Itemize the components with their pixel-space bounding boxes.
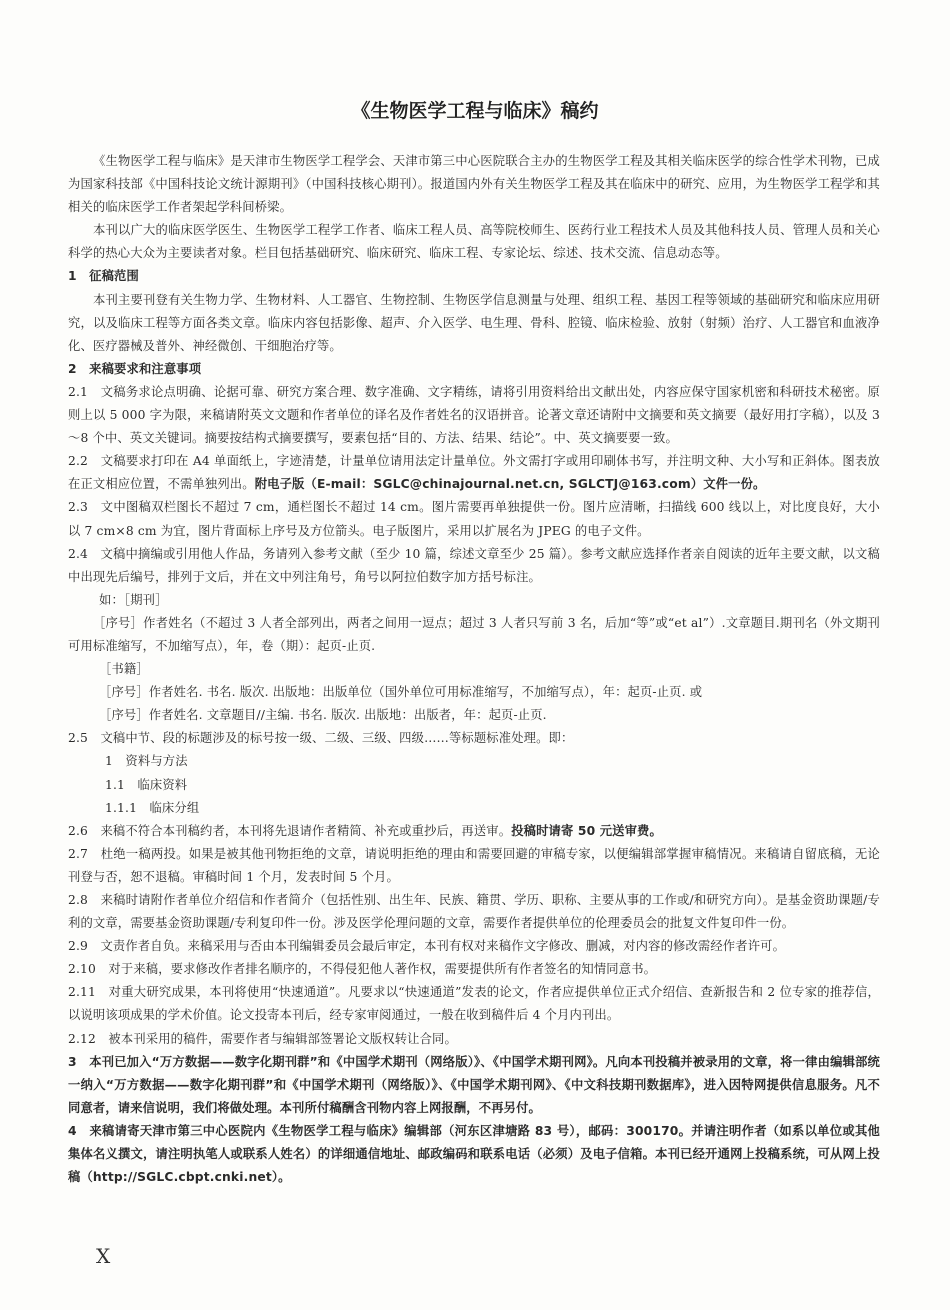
section-1-heading: 1 征稿范围 bbox=[68, 269, 139, 284]
clause-2-6 bbox=[68, 820, 880, 843]
clause-2-7: 2.7 杜绝一稿两投。如果是被其他刊物拒绝的文章，请说明拒绝的理由和需要回避的审稿专家，以便编辑部掌握审稿情况。来稿请自留底稿，无论刊登与否，恕不退稿。审稿时间 1 个月，发表时间 5 个月。 bbox=[68, 846, 880, 884]
clause-2-1: 2.1 文稿务求论点明确、论据可靠、研究方案合理、数字准确、文字精练，请将引用资料给出文献出处，内容应保守国家机密和科研技术秘密。原则上以 5 000 字为限，来稿请附英文文题和作者单位的译名及作者姓名的汉语拼音。论著文章还请附中文摘要和英文摘要（最好用打字稿），以及 3～8 个中、英文关键词。摘要按结构式摘要撰写，要素包括“目的、方法、结果、结论”。中、英文摘要要一致。 bbox=[68, 384, 880, 446]
intro-paragraph-1: 《生物医学工程与临床》是天津市生物医学工程学会、天津市第三中心医院联合主办的生物医学工程及其相关临床医学的综合性学术刊物，已成为国家科技部《中国科技论文统计源期刊》（中国科技核心期刊）。报道国内外有关生物医学工程及其在临床中的研究、应用，为生物医学工程学和其相关的临床医学工作者架起学科间桥梁。 bbox=[68, 154, 880, 215]
page-number: X bbox=[96, 1244, 111, 1268]
section-1-text: 本刊主要刊登有关生物力学、生物材料、人工器官、生物控制、生物医学信息测量与处理、组织工程、基因工程等领域的基础研究和临床应用研究，以及临床工程等方面各类文章。临床内容包括影像、超声、介入医学、电生理、骨科、腔镜、临床检验、放射（射频）治疗、人工器官和血液净化、医疗器械及普外、神经微创、干细胞治疗等。 bbox=[68, 292, 880, 353]
email-note: 附电子版（E-mail：SGLC@chinajournal.net.cn, SGLCTJ@163.com）文件一份。 bbox=[254, 477, 766, 492]
heading-example-level-3: 1.1.1 临床分组 bbox=[105, 800, 200, 815]
example-journal-format: ［序号］作者姓名（不超过 3 人者全部列出，两者之间用一逗点；超过 3 人者只写前 3 名，后加“等”或“et al”）.文章题目.期刊名（外文期刊可用标准缩写，不加缩写点），年，卷（期）：起页-止页. bbox=[68, 615, 880, 653]
page-title: 《生物医学工程与临床》稿约 bbox=[351, 100, 599, 122]
clause-2-10: 2.10 对于来稿，要求修改作者排名顺序的，不得侵犯他人著作权，需要提供所有作者签名的知情同意书。 bbox=[68, 962, 657, 977]
heading-example-level-1: 1 资料与方法 bbox=[105, 754, 188, 769]
review-fee-note: 投稿时请寄 50 元送审费。 bbox=[511, 823, 662, 838]
example-book-label: ［书籍］ bbox=[99, 662, 149, 677]
example-book-format-1: ［序号］作者姓名. 书名. 版次. 出版地：出版单位（国外单位可用标准缩写，不加缩写点），年：起页-止页. 或 bbox=[99, 685, 703, 700]
clause-2-4: 2.4 文稿中摘编或引用他人作品，务请列入参考文献（至少 10 篇，综述文章至少 25 篇）。参考文献应选择作者亲自阅读的近年主要文献，以文稿中出现先后编号，排列于文后，并在文中列注角号，角号以阿拉伯数字加方括号标注。 bbox=[68, 546, 880, 584]
clause-2-8: 2.8 来稿时请附作者单位介绍信和作者简介（包括性别、出生年、民族、籍贯、学历、职称、主要从事的工作或/和研究方向）。是基金资助课题/专利的文章，需要基金资助课题/专利复印件一份。涉及医学伦理问题的文章，需要作者提供单位的伦理委员会的批复文件复印件一份。 bbox=[68, 893, 880, 931]
heading-example-level-2: 1.1 临床资料 bbox=[105, 777, 188, 792]
clause-2-2-text: 2.2 文稿要求打印在 A4 单面纸上，字迹清楚，计量单位请用法定计量单位。外文需打字或用印刷体书写，并注明文种、大小写和正斜体。图表放在正文相应位置，不需单独列出。 bbox=[68, 454, 880, 492]
clause-2-9: 2.9 文责作者自负。来稿采用与否由本刊编辑委员会最后审定，本刊有权对来稿作文字修改、删减，对内容的修改需经作者许可。 bbox=[68, 939, 786, 954]
example-book-format-2: ［序号］作者姓名. 文章题目//主编. 书名. 版次. 出版地：出版者，年：起页-止页. bbox=[99, 708, 547, 723]
clause-2-5: 2.5 文稿中节、段的标题涉及的标号按一级、二级、三级、四级……等标题标准处理。即： bbox=[68, 731, 574, 746]
clause-2-3: 2.3 文中图稿双栏图长不超过 7 cm，通栏图长不超过 14 cm。图片需要再单独提供一份。图片应清晰，扫描线 600 线以上，对比度良好，大小以 7 cm×8 cm 为宜，图片背面标上序号及方位箭头。电子版图片，采用以扩展名为 JPEG 的电子文件。 bbox=[68, 500, 880, 538]
section-3: 3 本刊已加入“万方数据——数字化期刊群”和《中国学术期刊（网络版）》、《中国学术期刊网》。凡向本刊投稿并被录用的文章，将一律由编辑部统一纳入“万方数据——数字化期刊群”和《中国学术期刊（网络版）》、《中国学术期刊网》、《中文科技期刊数据库》，进入因特网提供信息服务。凡不同意者，请来信说明，我们将做处理。本刊所付稿酬含刊物内容上网报酬，不再另付。 bbox=[68, 1054, 880, 1115]
article-body bbox=[68, 150, 880, 1189]
section-2-heading: 2 来稿要求和注意事项 bbox=[68, 361, 202, 376]
example-journal-label: 如：［期刊］ bbox=[99, 592, 168, 607]
clause-2-12: 2.12 被本刊采用的稿件，需要作者与编辑部签署论文版权转让合同。 bbox=[68, 1031, 457, 1046]
section-4: 4 来稿请寄天津市第三中心医院内《生物医学工程与临床》编辑部（河东区津塘路 83 号），邮码：300170。并请注明作者（如系以单位或其他集体名义撰文，请注明执笔人或联系人姓名）的详细通信地址、邮政编码和联系电话（必须）及电子信箱。本刊已经开通网上投稿系统，可从网上投稿（http://SGLC.cbpt.cnki.net）。 bbox=[68, 1123, 880, 1185]
clause-2-2 bbox=[68, 450, 880, 496]
clause-2-6-text: 2.6 来稿不符合本刊稿约者，本刊将先退请作者精简、补充或重抄后，再送审。 bbox=[68, 823, 512, 838]
intro-paragraph-2: 本刊以广大的临床医学医生、生物医学工程学工作者、临床工程人员、高等院校师生、医药行业工程技术人员及其他科技人员、管理人员和关心科学的热心大众为主要读者对象。栏目包括基础研究、临床研究、临床工程、专家论坛、综述、技术交流、信息动态等。 bbox=[68, 223, 880, 261]
clause-2-11: 2.11 对重大研究成果，本刊将使用“快速通道”。凡要求以“快速通道”发表的论文，作者应提供单位正式介绍信、查新报告和 2 位专家的推荐信，以说明该项成果的学术价值。论文投寄本刊后，经专家审阅通过，一般在收到稿件后 4 个月内刊出。 bbox=[68, 985, 880, 1023]
